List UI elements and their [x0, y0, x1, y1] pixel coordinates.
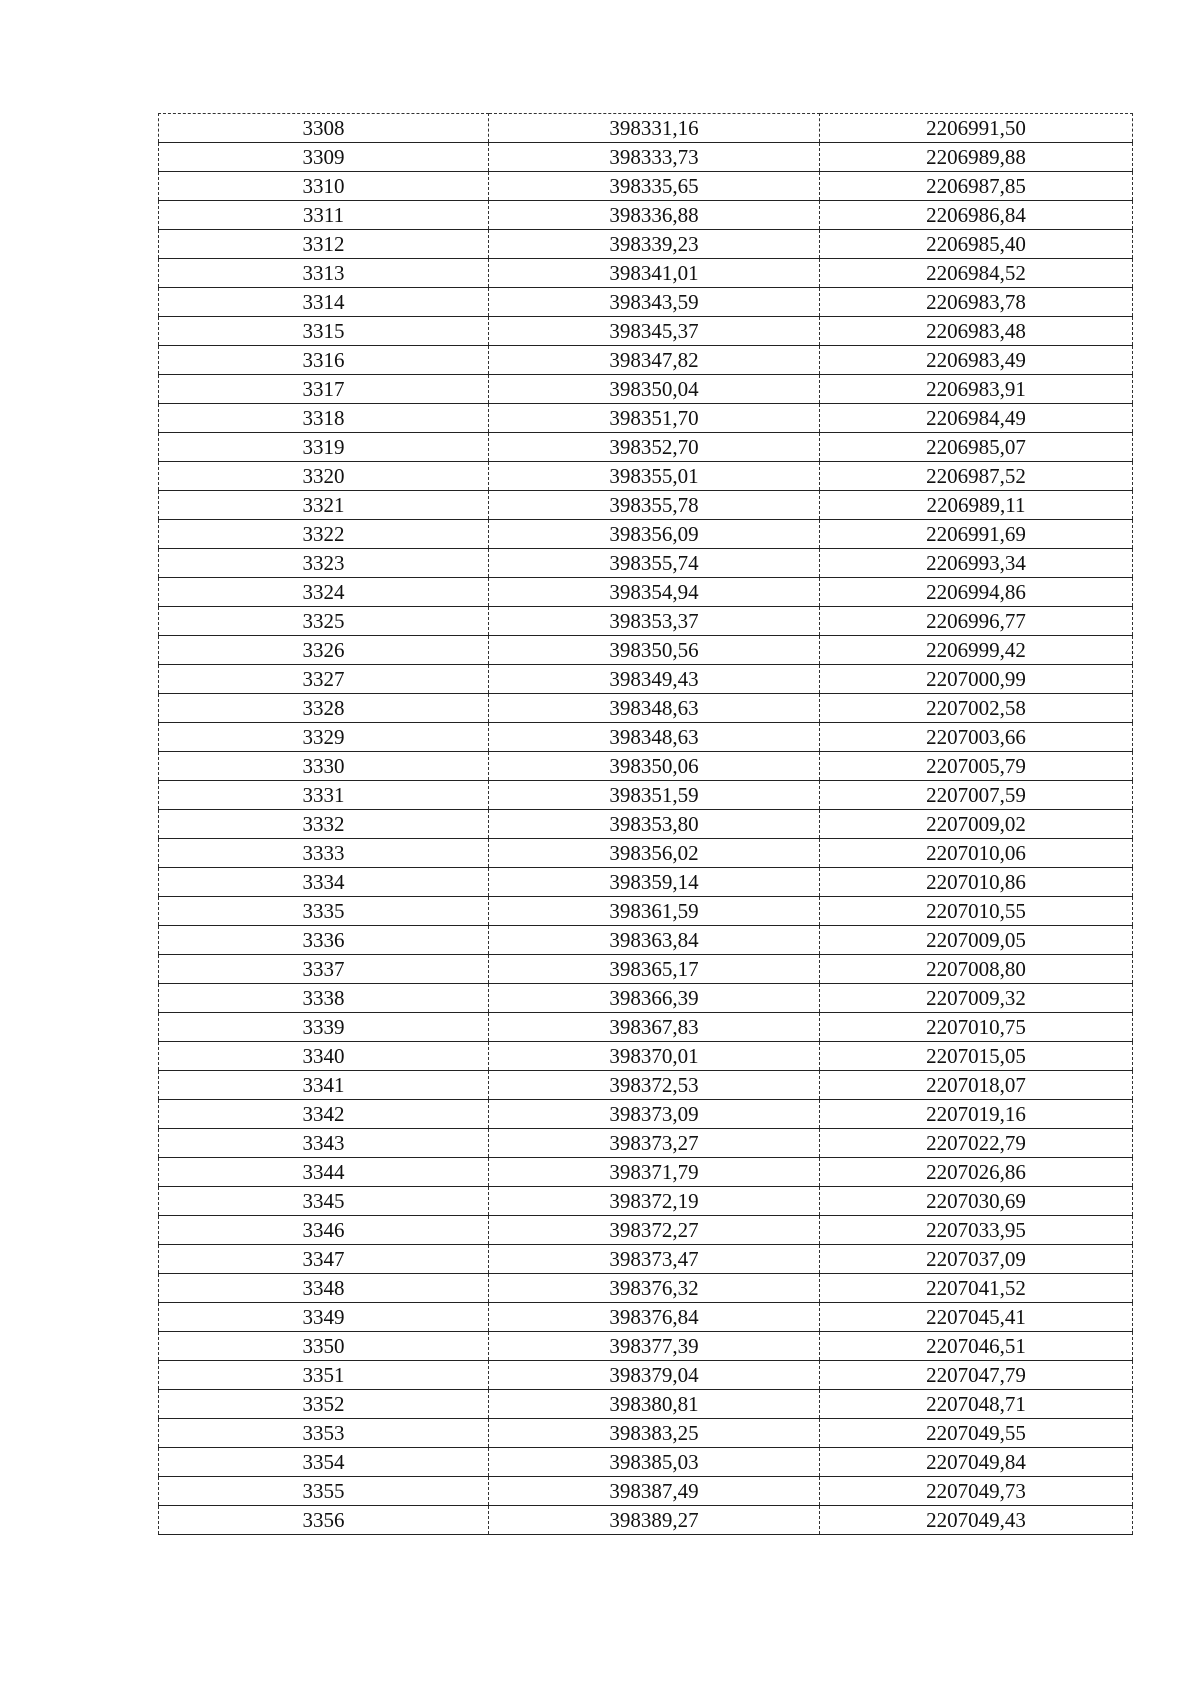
y-coordinate-cell: 2206996,77 [820, 607, 1133, 636]
point-number-cell: 3343 [159, 1129, 489, 1158]
y-coordinate-cell: 2206989,11 [820, 491, 1133, 520]
x-coordinate-cell: 398361,59 [489, 897, 820, 926]
y-coordinate-cell: 2206994,86 [820, 578, 1133, 607]
point-number-cell: 3336 [159, 926, 489, 955]
y-coordinate-cell: 2207033,95 [820, 1216, 1133, 1245]
y-coordinate-cell: 2206983,49 [820, 346, 1133, 375]
point-number-cell: 3314 [159, 288, 489, 317]
table-row [159, 1419, 1133, 1448]
x-coordinate-cell: 398331,16 [489, 114, 820, 143]
y-coordinate-cell: 2207005,79 [820, 752, 1133, 781]
x-coordinate-cell: 398348,63 [489, 723, 820, 752]
x-coordinate-cell: 398345,37 [489, 317, 820, 346]
x-coordinate-cell: 398355,74 [489, 549, 820, 578]
y-coordinate-cell: 2207030,69 [820, 1187, 1133, 1216]
x-coordinate-cell: 398350,06 [489, 752, 820, 781]
y-coordinate-cell: 2207049,43 [820, 1506, 1133, 1535]
table-row [159, 955, 1133, 984]
x-coordinate-cell: 398355,78 [489, 491, 820, 520]
y-coordinate-cell: 2207002,58 [820, 694, 1133, 723]
x-coordinate-cell: 398336,88 [489, 201, 820, 230]
point-number-cell: 3348 [159, 1274, 489, 1303]
table-row [159, 172, 1133, 201]
coordinates-table-body [159, 114, 1133, 1535]
y-coordinate-cell: 2207008,80 [820, 955, 1133, 984]
point-number-cell: 3345 [159, 1187, 489, 1216]
point-number-cell: 3340 [159, 1042, 489, 1071]
point-number-cell: 3320 [159, 462, 489, 491]
x-coordinate-cell: 398339,23 [489, 230, 820, 259]
table-row [159, 201, 1133, 230]
y-coordinate-cell: 2207019,16 [820, 1100, 1133, 1129]
table-row [159, 723, 1133, 752]
x-coordinate-cell: 398367,83 [489, 1013, 820, 1042]
x-coordinate-cell: 398356,09 [489, 520, 820, 549]
y-coordinate-cell: 2207007,59 [820, 781, 1133, 810]
x-coordinate-cell: 398355,01 [489, 462, 820, 491]
table-row [159, 1361, 1133, 1390]
table-row [159, 1071, 1133, 1100]
x-coordinate-cell: 398363,84 [489, 926, 820, 955]
table-row [159, 868, 1133, 897]
y-coordinate-cell: 2207048,71 [820, 1390, 1133, 1419]
y-coordinate-cell: 2207049,84 [820, 1448, 1133, 1477]
point-number-cell: 3330 [159, 752, 489, 781]
table-row [159, 230, 1133, 259]
y-coordinate-cell: 2206987,85 [820, 172, 1133, 201]
point-number-cell: 3322 [159, 520, 489, 549]
x-coordinate-cell: 398379,04 [489, 1361, 820, 1390]
table-row [159, 143, 1133, 172]
x-coordinate-cell: 398354,94 [489, 578, 820, 607]
x-coordinate-cell: 398347,82 [489, 346, 820, 375]
table-row [159, 781, 1133, 810]
point-number-cell: 3338 [159, 984, 489, 1013]
table-row [159, 433, 1133, 462]
x-coordinate-cell: 398373,27 [489, 1129, 820, 1158]
y-coordinate-cell: 2206987,52 [820, 462, 1133, 491]
x-coordinate-cell: 398376,32 [489, 1274, 820, 1303]
y-coordinate-cell: 2207009,32 [820, 984, 1133, 1013]
point-number-cell: 3342 [159, 1100, 489, 1129]
point-number-cell: 3317 [159, 375, 489, 404]
y-coordinate-cell: 2207049,55 [820, 1419, 1133, 1448]
point-number-cell: 3346 [159, 1216, 489, 1245]
x-coordinate-cell: 398333,73 [489, 143, 820, 172]
y-coordinate-cell: 2207000,99 [820, 665, 1133, 694]
table-row [159, 694, 1133, 723]
y-coordinate-cell: 2206986,84 [820, 201, 1133, 230]
x-coordinate-cell: 398351,70 [489, 404, 820, 433]
x-coordinate-cell: 398373,09 [489, 1100, 820, 1129]
point-number-cell: 3352 [159, 1390, 489, 1419]
x-coordinate-cell: 398370,01 [489, 1042, 820, 1071]
point-number-cell: 3351 [159, 1361, 489, 1390]
y-coordinate-cell: 2207018,07 [820, 1071, 1133, 1100]
table-row [159, 752, 1133, 781]
table-row [159, 404, 1133, 433]
point-number-cell: 3355 [159, 1477, 489, 1506]
point-number-cell: 3347 [159, 1245, 489, 1274]
table-row [159, 810, 1133, 839]
point-number-cell: 3316 [159, 346, 489, 375]
x-coordinate-cell: 398350,56 [489, 636, 820, 665]
table-row [159, 491, 1133, 520]
table-row [159, 259, 1133, 288]
point-number-cell: 3323 [159, 549, 489, 578]
point-number-cell: 3329 [159, 723, 489, 752]
table-row [159, 1129, 1133, 1158]
table-row [159, 1332, 1133, 1361]
y-coordinate-cell: 2207010,06 [820, 839, 1133, 868]
y-coordinate-cell: 2206983,48 [820, 317, 1133, 346]
y-coordinate-cell: 2207041,52 [820, 1274, 1133, 1303]
x-coordinate-cell: 398350,04 [489, 375, 820, 404]
x-coordinate-cell: 398372,53 [489, 1071, 820, 1100]
table-row [159, 926, 1133, 955]
table-row [159, 1303, 1133, 1332]
y-coordinate-cell: 2206991,69 [820, 520, 1133, 549]
table-row [159, 1390, 1133, 1419]
x-coordinate-cell: 398389,27 [489, 1506, 820, 1535]
y-coordinate-cell: 2207046,51 [820, 1332, 1133, 1361]
y-coordinate-cell: 2206989,88 [820, 143, 1133, 172]
point-number-cell: 3344 [159, 1158, 489, 1187]
y-coordinate-cell: 2206999,42 [820, 636, 1133, 665]
table-row [159, 462, 1133, 491]
point-number-cell: 3349 [159, 1303, 489, 1332]
x-coordinate-cell: 398335,65 [489, 172, 820, 201]
table-row [159, 549, 1133, 578]
x-coordinate-cell: 398359,14 [489, 868, 820, 897]
x-coordinate-cell: 398373,47 [489, 1245, 820, 1274]
y-coordinate-cell: 2207010,55 [820, 897, 1133, 926]
point-number-cell: 3327 [159, 665, 489, 694]
y-coordinate-cell: 2207015,05 [820, 1042, 1133, 1071]
x-coordinate-cell: 398356,02 [489, 839, 820, 868]
table-row [159, 1216, 1133, 1245]
x-coordinate-cell: 398385,03 [489, 1448, 820, 1477]
table-row [159, 839, 1133, 868]
x-coordinate-cell: 398351,59 [489, 781, 820, 810]
point-number-cell: 3326 [159, 636, 489, 665]
table-row [159, 1158, 1133, 1187]
point-number-cell: 3321 [159, 491, 489, 520]
point-number-cell: 3339 [159, 1013, 489, 1042]
table-row [159, 114, 1133, 143]
point-number-cell: 3319 [159, 433, 489, 462]
x-coordinate-cell: 398348,63 [489, 694, 820, 723]
x-coordinate-cell: 398383,25 [489, 1419, 820, 1448]
point-number-cell: 3315 [159, 317, 489, 346]
y-coordinate-cell: 2207047,79 [820, 1361, 1133, 1390]
point-number-cell: 3324 [159, 578, 489, 607]
point-number-cell: 3341 [159, 1071, 489, 1100]
x-coordinate-cell: 398343,59 [489, 288, 820, 317]
table-row [159, 1506, 1133, 1535]
table-row [159, 636, 1133, 665]
y-coordinate-cell: 2207026,86 [820, 1158, 1133, 1187]
table-row [159, 665, 1133, 694]
point-number-cell: 3331 [159, 781, 489, 810]
table-row [159, 1013, 1133, 1042]
point-number-cell: 3333 [159, 839, 489, 868]
y-coordinate-cell: 2206983,78 [820, 288, 1133, 317]
point-number-cell: 3310 [159, 172, 489, 201]
point-number-cell: 3308 [159, 114, 489, 143]
table-row [159, 1477, 1133, 1506]
y-coordinate-cell: 2207049,73 [820, 1477, 1133, 1506]
point-number-cell: 3356 [159, 1506, 489, 1535]
table-row [159, 984, 1133, 1013]
table-row [159, 375, 1133, 404]
table-row [159, 1274, 1133, 1303]
table-row [159, 317, 1133, 346]
y-coordinate-cell: 2207010,75 [820, 1013, 1133, 1042]
x-coordinate-cell: 398353,80 [489, 810, 820, 839]
point-number-cell: 3332 [159, 810, 489, 839]
table-row [159, 1100, 1133, 1129]
table-row [159, 1042, 1133, 1071]
point-number-cell: 3350 [159, 1332, 489, 1361]
x-coordinate-cell: 398371,79 [489, 1158, 820, 1187]
x-coordinate-cell: 398376,84 [489, 1303, 820, 1332]
x-coordinate-cell: 398377,39 [489, 1332, 820, 1361]
coordinates-table [158, 113, 1133, 1535]
y-coordinate-cell: 2207003,66 [820, 723, 1133, 752]
point-number-cell: 3318 [159, 404, 489, 433]
x-coordinate-cell: 398341,01 [489, 259, 820, 288]
x-coordinate-cell: 398352,70 [489, 433, 820, 462]
y-coordinate-cell: 2207037,09 [820, 1245, 1133, 1274]
y-coordinate-cell: 2206983,91 [820, 375, 1133, 404]
y-coordinate-cell: 2206985,40 [820, 230, 1133, 259]
x-coordinate-cell: 398349,43 [489, 665, 820, 694]
table-row [159, 1245, 1133, 1274]
table-row [159, 607, 1133, 636]
point-number-cell: 3312 [159, 230, 489, 259]
y-coordinate-cell: 2207009,05 [820, 926, 1133, 955]
table-row [159, 897, 1133, 926]
x-coordinate-cell: 398353,37 [489, 607, 820, 636]
x-coordinate-cell: 398380,81 [489, 1390, 820, 1419]
table-row [159, 520, 1133, 549]
table-row [159, 288, 1133, 317]
x-coordinate-cell: 398365,17 [489, 955, 820, 984]
x-coordinate-cell: 398372,19 [489, 1187, 820, 1216]
y-coordinate-cell: 2207045,41 [820, 1303, 1133, 1332]
point-number-cell: 3337 [159, 955, 489, 984]
table-row [159, 1187, 1133, 1216]
y-coordinate-cell: 2206993,34 [820, 549, 1133, 578]
y-coordinate-cell: 2207022,79 [820, 1129, 1133, 1158]
x-coordinate-cell: 398366,39 [489, 984, 820, 1013]
point-number-cell: 3334 [159, 868, 489, 897]
point-number-cell: 3309 [159, 143, 489, 172]
table-row [159, 346, 1133, 375]
point-number-cell: 3353 [159, 1419, 489, 1448]
y-coordinate-cell: 2206985,07 [820, 433, 1133, 462]
y-coordinate-cell: 2207009,02 [820, 810, 1133, 839]
x-coordinate-cell: 398387,49 [489, 1477, 820, 1506]
table-row [159, 1448, 1133, 1477]
y-coordinate-cell: 2206991,50 [820, 114, 1133, 143]
x-coordinate-cell: 398372,27 [489, 1216, 820, 1245]
table-row [159, 578, 1133, 607]
y-coordinate-cell: 2206984,52 [820, 259, 1133, 288]
point-number-cell: 3335 [159, 897, 489, 926]
point-number-cell: 3354 [159, 1448, 489, 1477]
point-number-cell: 3311 [159, 201, 489, 230]
point-number-cell: 3328 [159, 694, 489, 723]
point-number-cell: 3313 [159, 259, 489, 288]
y-coordinate-cell: 2206984,49 [820, 404, 1133, 433]
point-number-cell: 3325 [159, 607, 489, 636]
y-coordinate-cell: 2207010,86 [820, 868, 1133, 897]
